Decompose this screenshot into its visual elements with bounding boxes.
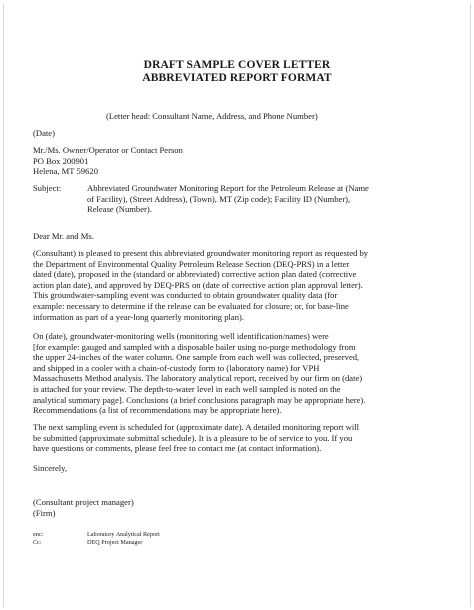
salutation: Dear Mr. and Ms.	[33, 231, 94, 241]
recipient-address	[33, 145, 443, 177]
paragraph-line: The next sampling event is scheduled for (approximate date). A detailed monitoring report will	[33, 422, 359, 432]
title-line-2: ABBREVIATED REPORT FORMAT	[142, 72, 332, 84]
title-line-1: DRAFT SAMPLE COVER LETTER	[143, 59, 331, 71]
enclosure-label: enc:	[33, 531, 44, 538]
subject-line: Abbreviated Groundwater Monitoring Report for the Petroleum Release at (Name	[87, 183, 369, 193]
signature-block	[33, 497, 443, 518]
paragraph-line: [for example: gauged and sampled with a disposable bailer using no-purge methodology from	[33, 341, 356, 352]
paragraph-line: dated (date), proposed in the (standard or abbreviated) corrective action plan dated (corrective	[33, 269, 357, 280]
subject-line: Release (Number).	[87, 204, 152, 215]
paragraph-line: the Department of Environmental Quality Petroleum Release Section (DEQ-PRS) in a letter	[33, 258, 350, 269]
paragraph-1	[33, 248, 443, 322]
date-line: (Date)	[33, 128, 55, 138]
paragraph-line: Massachusetts Method analysis. The laboratory analytical report, received by our firm on (date)	[33, 373, 363, 384]
cc-label: Cc:	[33, 539, 42, 546]
closing: Sincerely,	[33, 463, 68, 473]
paragraph-line: and shipped in a cooler with a chain-of-custody form to (laboratory name) for VPH	[33, 362, 320, 373]
recipient-line: Mr./Ms. Owner/Operator or Contact Person	[33, 145, 183, 155]
paragraph-line: be submitted (approximate submittal schedule). It is a pleasure to be of service to you. If you	[33, 432, 353, 443]
subject-label: Subject:	[33, 183, 62, 193]
paragraph-line: have questions or comments, please feel free to contact me (at contact information).	[33, 443, 322, 454]
paragraph-line: example: necessary to determine if the release can be evaluated for closure; or, for base-line	[33, 300, 349, 311]
signature-line: (Firm)	[33, 507, 56, 518]
subject-line: of Facility), (Street Address), (Town), MT (Zip code); Facility ID (Number),	[87, 193, 351, 204]
paragraph-line: is attached for your review. The depth-to-water level in each well sampled is noted on the	[33, 383, 341, 394]
cc-value: DEQ Project Manager	[87, 539, 143, 546]
paragraph-line: information as part of a year-long quarterly monitoring plan).	[33, 311, 245, 322]
letterhead-note: (Letter head: Consultant Name, Address, and Phone Number)	[106, 111, 318, 121]
paragraph-line: analytical summary page]. Conclusions (a brief conclusions paragraph may be appropriate here).	[33, 394, 366, 405]
recipient-line: Helena, MT 59620	[33, 166, 98, 177]
paragraph-3	[33, 422, 443, 454]
paragraph-line: action plan date), and approved by DEQ-PRS on (date of corrective action plan approval letter).	[33, 279, 363, 290]
enclosure-value: Laboratory Analytical Report	[87, 531, 160, 538]
paragraph-line: On (date), groundwater-monitoring wells (monitoring well identification/names) were	[33, 331, 329, 341]
paragraph-line: (Consultant) is pleased to present this abbreviated groundwater monitoring report as requested by	[33, 248, 369, 258]
subject-text	[87, 183, 447, 215]
signature-line: (Consultant project manager)	[33, 497, 134, 507]
recipient-line: PO Box 200901	[33, 155, 89, 166]
paragraph-line: the upper 24-inches of the water column. One sample from each well was collected, preserved,	[33, 352, 360, 363]
paragraph-2	[33, 331, 443, 416]
paragraph-line: Recommendations (a list of recommendations may be appropriate here).	[33, 405, 282, 416]
paragraph-line: This groundwater-sampling event was conducted to obtain groundwater quality data (for	[33, 290, 338, 301]
